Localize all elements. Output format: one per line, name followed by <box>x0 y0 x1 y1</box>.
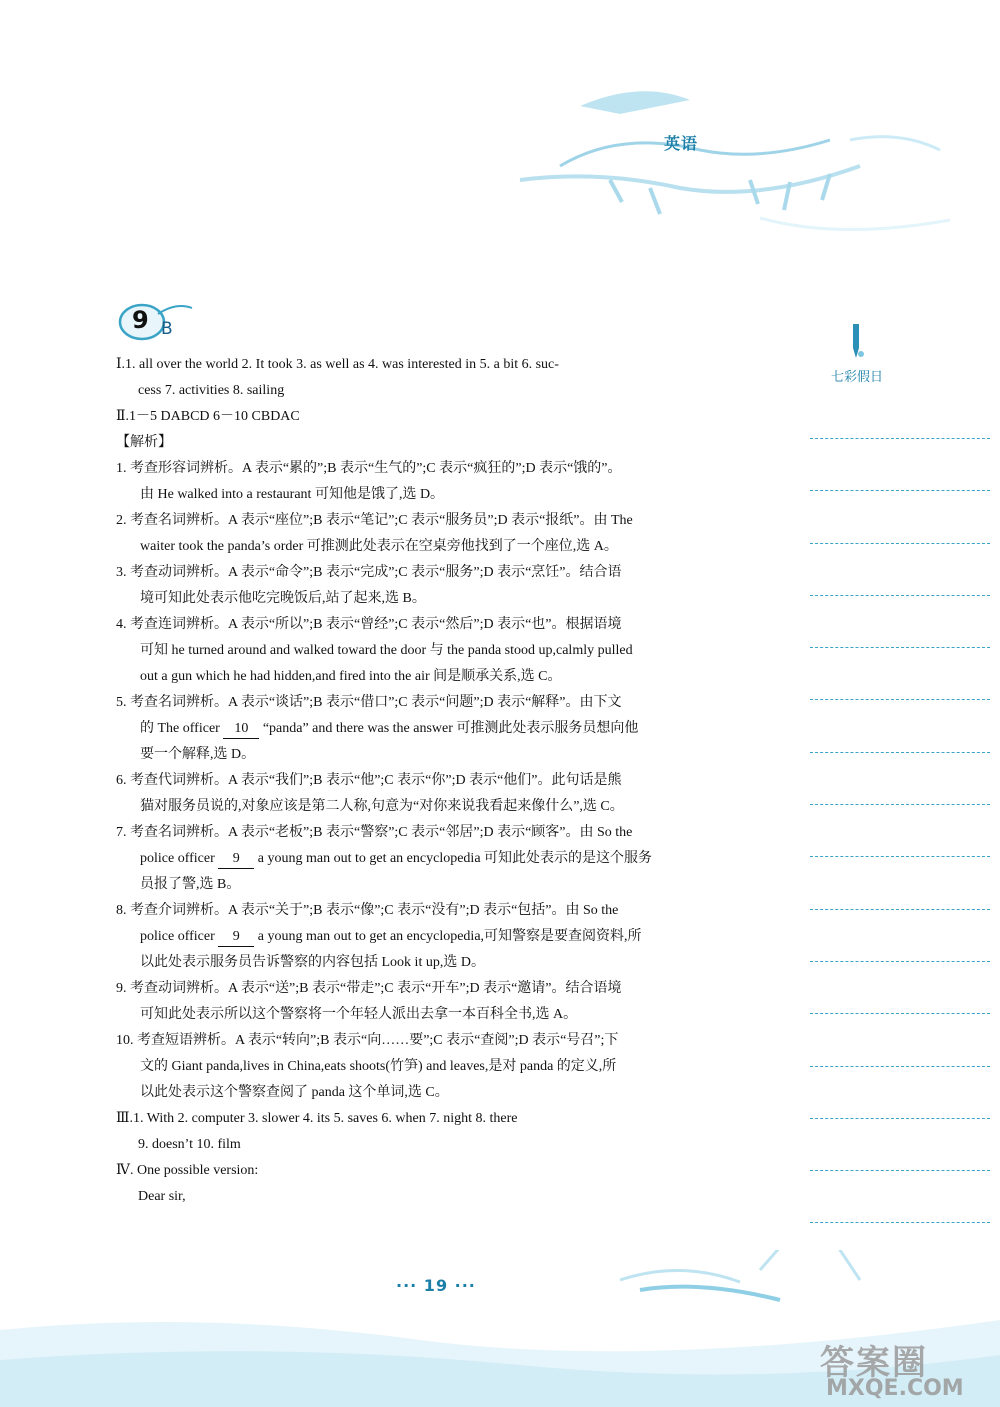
answer-line: police officer 9 a young man out to get an encyclopedia 可知此处表示的是这个服务 <box>116 846 748 872</box>
answer-line: 7. 考查名词辨析。A 表示“老板”;B 表示“警察”;C 表示“邻居”;D 表示“顾客”。由 So the <box>116 825 633 840</box>
blank-answer: 9 <box>218 850 254 869</box>
answer-line: 可知 he turned around and walked toward the door 与 the panda stood up,calmly pulled <box>140 643 633 658</box>
section-number: 9 <box>132 306 149 334</box>
answer-line: 可知此处表示所以这个警察将一个年轻人派出去拿一本百科全书,选 A。 <box>140 1007 578 1022</box>
answer-line: 以此处表示这个警察查阅了 panda 这个单词,选 C。 <box>140 1085 449 1100</box>
answer-line: 5. 考查名词辨析。A 表示“谈话”;B 表示“借口”;C 表示“问题”;D 表示“解释”。由下文 <box>116 695 622 710</box>
section-letter: B <box>161 319 173 339</box>
blank-answer: 10 <box>223 720 259 739</box>
section-badge-icon <box>114 296 204 346</box>
answer-line: Ⅲ.1. With 2. computer 3. slower 4. its 5. saves 6. when 7. night 8. there <box>116 1111 518 1126</box>
blank-answer: 9 <box>218 928 254 947</box>
answer-line: Ⅱ.1－5 DABCD 6－10 CBDAC <box>116 409 300 424</box>
answer-line: cess 7. activities 8. sailing <box>138 383 285 398</box>
answer-line: 文的 Giant panda,lives in China,eats shoots(竹笋) and leaves,是对 panda 的定义,所 <box>140 1059 617 1074</box>
answer-line: 1. 考查形容词辨析。A 表示“累的”;B 表示“生气的”;C 表示“疯狂的”;D 表示“饿的”。 <box>116 461 622 476</box>
answer-line: 以此处表示服务员告诉警察的内容包括 Look it up,选 D。 <box>140 955 485 970</box>
answer-line: 要一个解释,选 D。 <box>140 747 256 762</box>
answer-line: Dear sir, <box>138 1189 186 1204</box>
answer-line: Ⅳ. One possible version: <box>116 1163 259 1178</box>
watermark-logo-text: 答案圈 <box>820 1343 928 1383</box>
answer-line: 10. 考查短语辨析。A 表示“转向”;B 表示“向……要”;C 表示“查阅”;D 表示“号召”;下 <box>116 1033 619 1048</box>
answer-line: 2. 考查名词辨析。A 表示“座位”;B 表示“笔记”;C 表示“服务员”;D 表示“报纸”。由 The <box>116 513 633 528</box>
note-lines <box>810 438 990 1275</box>
header-subject: 英语 <box>664 134 699 153</box>
sidebar-title: 七彩假日 <box>831 370 884 385</box>
watermark-url: MXQE.COM <box>826 1376 964 1401</box>
analysis-heading: 【解析】 <box>116 435 172 450</box>
answer-line: 4. 考查连词辨析。A 表示“所以”;B 表示“曾经”;C 表示“然后”;D 表示“也”。根据语境 <box>116 617 622 632</box>
answer-content <box>116 352 748 1210</box>
answer-line: 8. 考查介词辨析。A 表示“关于”;B 表示“像”;C 表示“没有”;D 表示“包括”。由 So the <box>116 903 619 918</box>
answer-line: Ⅰ.1. all over the world 2. It took 3. as well as 4. was interested in 5. a bit 6. suc- <box>116 357 559 372</box>
answer-line: 由 He walked into a restaurant 可知他是饿了,选 D。 <box>140 487 445 502</box>
answer-line: 的 The officer 10 “panda” and there was the answer 可推测此处表示服务员想向他 <box>116 716 748 742</box>
answer-line: 9. 考查动词辨析。A 表示“送”;B 表示“带走”;C 表示“开车”;D 表示“邀请”。结合语境 <box>116 981 622 996</box>
answer-line: 员报了警,选 B。 <box>140 877 241 892</box>
answer-line: 3. 考查动词辨析。A 表示“命令”;B 表示“完成”;C 表示“服务”;D 表示“烹饪”。结合语 <box>116 565 622 580</box>
answer-line: out a gun which he had hidden,and fired into the air 间是顺承关系,选 C。 <box>140 669 562 684</box>
answer-line: waiter took the panda’s order 可推测此处表示在空桌旁他找到了一个座位,选 A。 <box>140 539 618 554</box>
page-number: ··· 19 ··· <box>396 1276 476 1295</box>
answer-line: 境可知此处表示他吃完晚饭后,站了起来,选 B。 <box>140 591 426 606</box>
header-decoration <box>500 70 970 270</box>
answer-line: 6. 考查代词辨析。A 表示“我们”;B 表示“他”;C 表示“你”;D 表示“他们”。此句话是熊 <box>116 773 622 788</box>
answer-line: 猫对服务员说的,对象应该是第二人称,句意为“对你来说我看起来像什么”,选 C。 <box>140 799 624 814</box>
answer-line: police officer 9 a young man out to get an encyclopedia,可知警察是要查阅资料,所 <box>116 924 748 950</box>
answer-line: 9. doesn’t 10. film <box>138 1137 241 1152</box>
pen-icon <box>845 322 869 362</box>
